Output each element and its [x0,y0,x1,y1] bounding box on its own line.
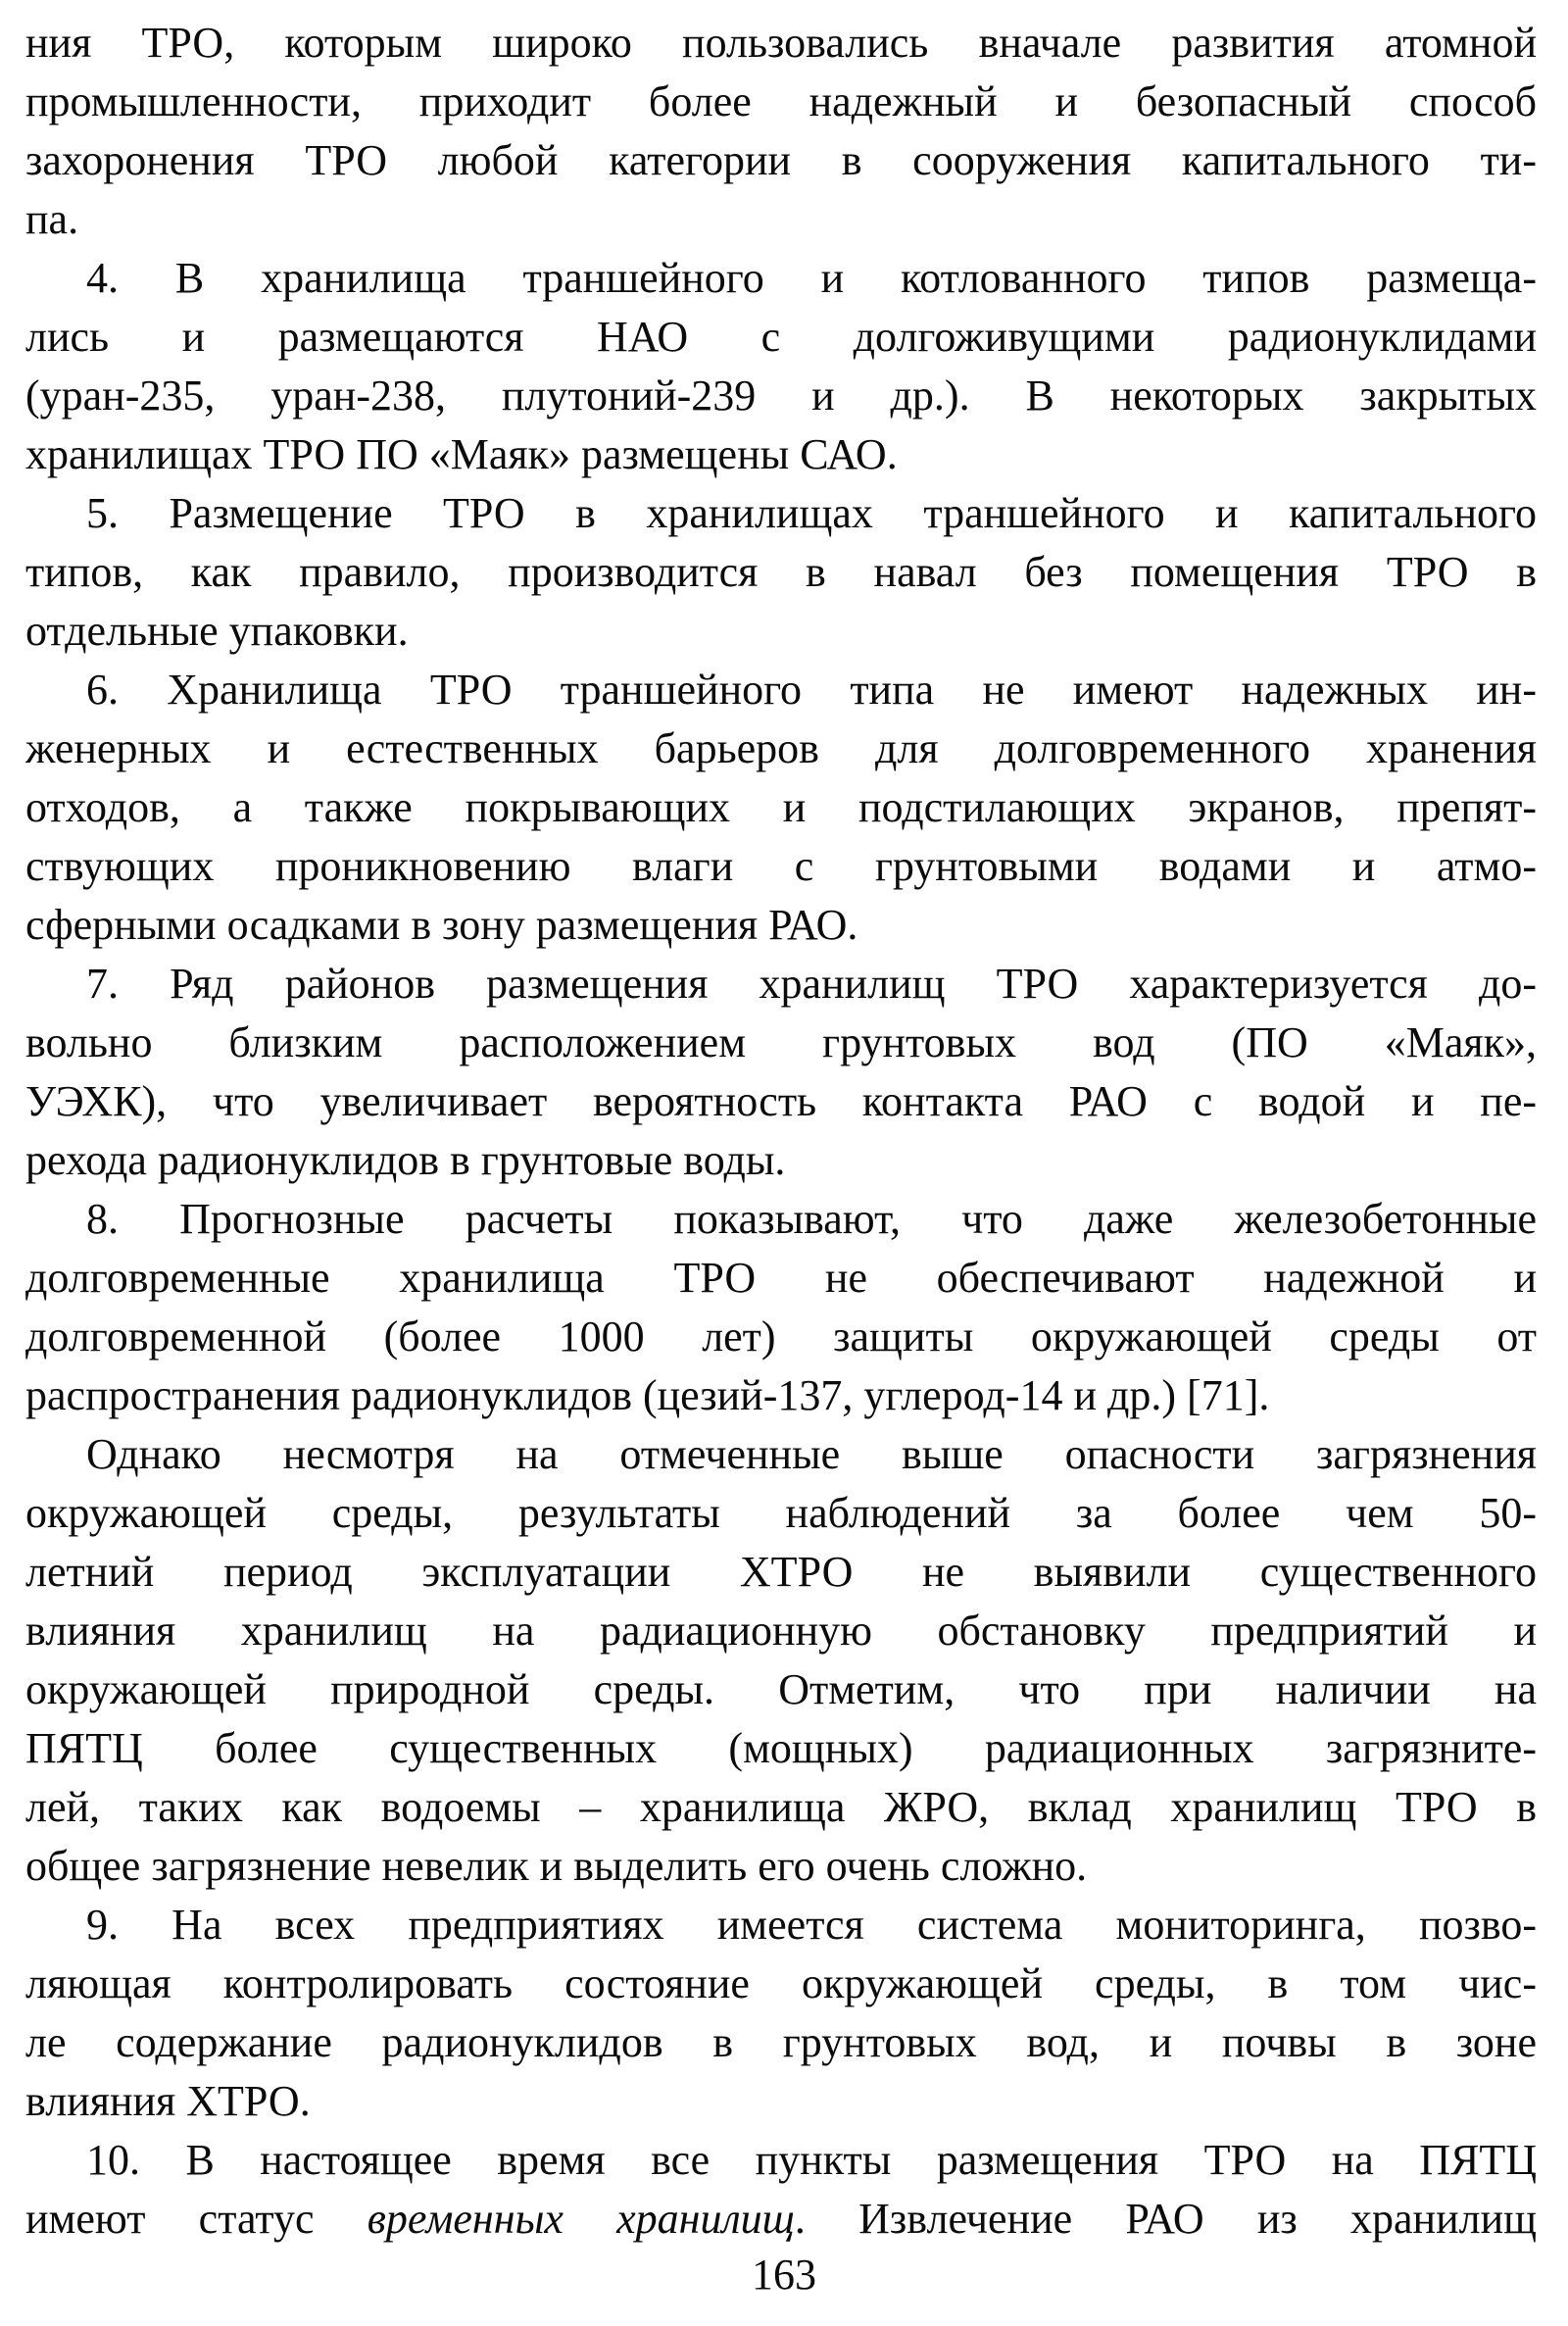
text-line [25,719,1537,778]
text-line [25,1249,1537,1308]
text-segment: ния ТРО, которым широко пользовались вначале развития атомной [25,19,1537,67]
text-line [25,1602,1537,1660]
text-segment: отдельные упаковки. [25,607,409,655]
page-number: 163 [752,2251,816,2299]
text-line [25,2072,1537,2131]
text-line [25,1014,1537,1072]
text-segment: рехода радионуклидов в грунтовые воды. [25,1136,786,1184]
text-line [25,778,1537,837]
text-line [25,2190,1537,2249]
text-line [25,308,1537,367]
text-segment: . Извлечение РАО из хранилищ [794,2195,1537,2243]
text-line [25,1366,1537,1425]
text-segment: 5. Размещение ТРО в хранилищах траншейного и капитального [86,489,1537,537]
text-segment: Однако несмотря на отмеченные выше опасности загрязнения [86,1430,1537,1478]
text-segment: долговременные хранилища ТРО не обеспечивают надежной и [25,1254,1537,1302]
text-segment: имеют статус [25,2195,368,2243]
text-line [25,484,1537,543]
text-segment: отходов, а также покрывающих и подстилающих экранов, препят- [25,783,1537,831]
text-segment: ляющая контролировать состояние окружающей среды, в том чис- [25,1959,1537,2007]
text-line [25,1896,1537,1955]
text-line [25,1190,1537,1249]
text-segment: 10. В настоящее время все пункты размещения ТРО на ПЯТЦ [86,2136,1537,2184]
text-segment: влияния хранилищ на радиационную обстановку предприятий и [25,1607,1537,1655]
text-line [25,1543,1537,1602]
text-segment: общее загрязнение невелик и выделить его очень сложно. [25,1842,1088,1890]
text-segment: женерных и естественных барьеров для долговременного хранения [25,724,1537,772]
text-line [25,249,1537,308]
text-block [25,14,1537,2249]
text-line [25,1837,1537,1896]
text-line [25,367,1537,425]
text-segment: па. [25,195,79,243]
text-line [25,2013,1537,2072]
text-line [25,2131,1537,2190]
text-segment: промышленности, приходит более надежный и безопасный способ [25,77,1537,125]
text-line [25,1484,1537,1543]
text-line [25,190,1537,249]
text-segment: 4. В хранилища траншейного и котлованного типов размеща- [86,254,1537,302]
text-line [25,1719,1537,1778]
text-segment: 6. Хранилища ТРО траншейного типа не имеют надежных ин- [86,666,1537,714]
text-segment: окружающей природной среды. Отметим, что при наличии на [25,1665,1537,1713]
text-line [25,1660,1537,1719]
text-segment: ствующих проникновению влаги с грунтовыми водами и атмо- [25,842,1537,890]
text-line [25,425,1537,484]
text-segment: хранилищах ТРО ПО «Маяк» размещены САО. [25,430,898,478]
text-line [25,661,1537,719]
text-segment: 8. Прогнозные расчеты показывают, что даже железобетонные [86,1195,1537,1243]
text-segment: ПЯТЦ более существенных (мощных) радиационных загрязните- [25,1724,1537,1772]
text-line [25,896,1537,955]
text-segment: сферными осадками в зону размещения РАО. [25,901,858,949]
text-line [25,73,1537,131]
text-segment: (уран-235, уран-238, плутоний-239 и др.). В некоторых закрытых [25,371,1537,420]
text-segment: влияния ХТРО. [25,2077,311,2125]
text-line [25,1131,1537,1190]
text-line [25,1955,1537,2013]
text-line [25,131,1537,190]
text-segment: УЭХК), что увеличивает вероятность контакта РАО с водой и пе- [25,1077,1537,1125]
text-line [25,602,1537,661]
text-segment: лись и размещаются НАО с долгоживущими радионуклидами [25,313,1537,361]
text-segment: вольно близким расположением грунтовых вод (ПО «Маяк», [25,1018,1537,1066]
text-line [25,955,1537,1014]
text-segment: 7. Ряд районов размещения хранилищ ТРО характеризуется до- [86,960,1537,1008]
text-line [25,837,1537,896]
text-line [25,1778,1537,1837]
text-line [25,14,1537,73]
text-segment: лей, таких как водоемы – хранилища ЖРО, вклад хранилищ ТРО в [25,1783,1537,1831]
text-segment: ле содержание радионуклидов в грунтовых вод, и почвы в зоне [25,2018,1537,2066]
text-segment: долговременной (более 1000 лет) защиты окружающей среды от [25,1312,1537,1361]
text-segment: 9. На всех предприятиях имеется система мониторинга, позво- [86,1901,1537,1949]
text-line [25,1308,1537,1366]
text-line [25,1425,1537,1484]
text-segment: распространения радионуклидов (цезий-137, углерод-14 и др.) [71]. [25,1371,1270,1419]
text-line [25,1072,1537,1131]
text-segment: типов, как правило, производится в навал без помещения ТРО в [25,548,1537,596]
text-segment: захоронения ТРО любой категории в сооружения капитального ти- [25,136,1537,184]
italic-text-segment: временных хранилищ [367,2195,795,2243]
text-segment: летний период эксплуатации ХТРО не выявили существенного [25,1548,1537,1596]
text-segment: окружающей среды, результаты наблюдений за более чем 50- [25,1489,1537,1537]
text-line [25,543,1537,602]
